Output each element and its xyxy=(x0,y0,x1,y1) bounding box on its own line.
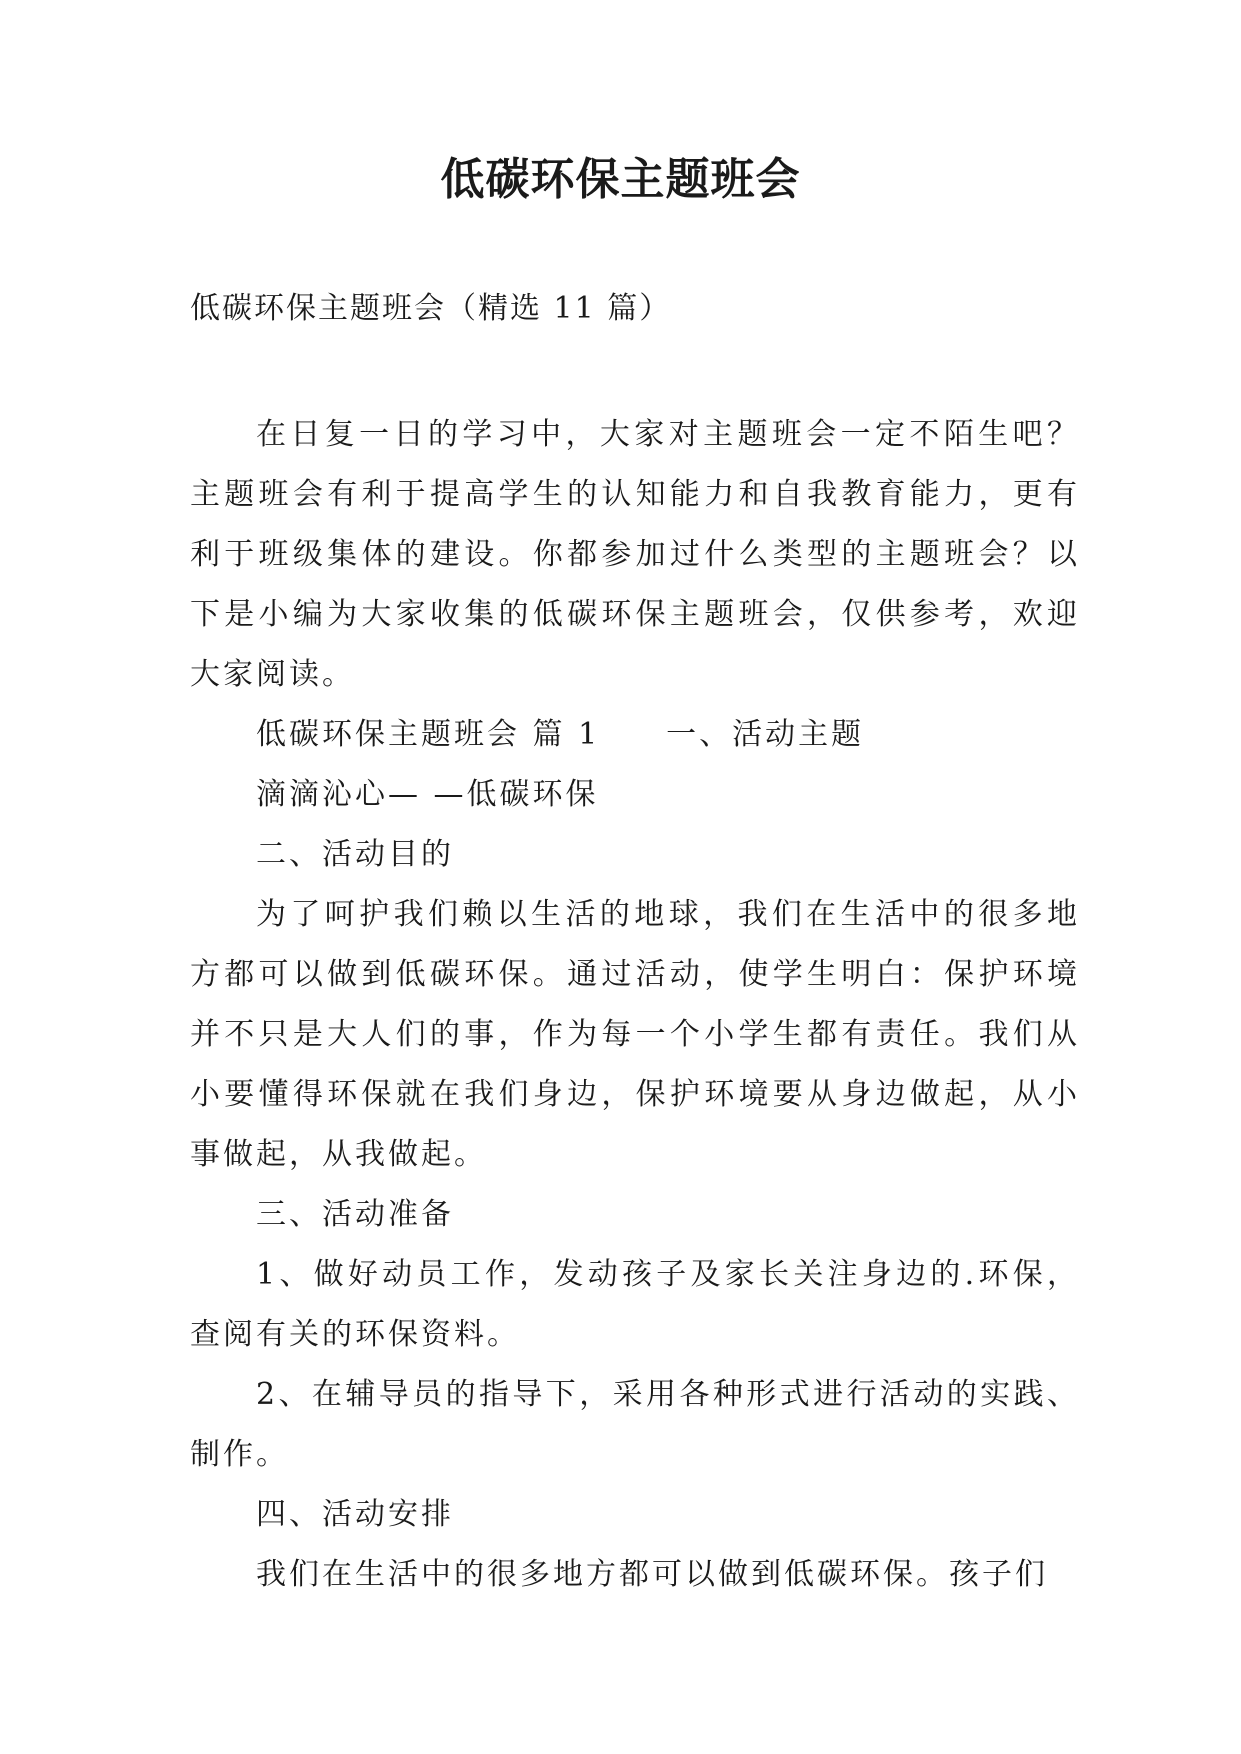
document-body xyxy=(190,405,1080,1605)
section1-heading: 一、活动主题 xyxy=(666,717,865,752)
section4-heading: 四、活动安排 xyxy=(256,1497,454,1532)
document-title: 低碳环保主题班会 xyxy=(440,154,801,205)
purpose-paragraph: 为了呵护我们赖以生活的地球，我们在生活中的很多地方都可以做到低碳环保。通过活动，使学生明白：保护环境并不只是大人们的事，作为每一个小学生都有责任。我们从小要懂得环保就在我们身边，保护环境要从身边做起，从小事做起，从我做起。 xyxy=(190,897,1080,1172)
prep-item-1: 1、做好动员工作，发动孩子及家长关注身边的.环保，查阅有关的环保资料。 xyxy=(190,1257,1080,1352)
theme-line: 滴滴沁心— —低碳环保 xyxy=(256,777,599,812)
section2-heading: 二、活动目的 xyxy=(256,837,454,872)
section3-heading: 三、活动准备 xyxy=(256,1197,454,1232)
piece-heading-row xyxy=(190,705,1080,765)
document-subtitle: 低碳环保主题班会（精选 11 篇） xyxy=(190,291,672,326)
arrangement-paragraph: 我们在生活中的很多地方都可以做到低碳环保。孩子们 xyxy=(256,1557,1048,1592)
piece-label: 低碳环保主题班会 篇 1 xyxy=(256,717,601,752)
prep-item-2: 2、在辅导员的指导下，采用各种形式进行活动的实践、制作。 xyxy=(190,1377,1080,1472)
intro-paragraph: 在日复一日的学习中，大家对主题班会一定不陌生吧？主题班会有利于提高学生的认知能力和自我教育能力，更有利于班级集体的建设。你都参加过什么类型的主题班会？以下是小编为大家收集的低碳环保主题班会，仅供参考，欢迎大家阅读。 xyxy=(190,417,1080,692)
